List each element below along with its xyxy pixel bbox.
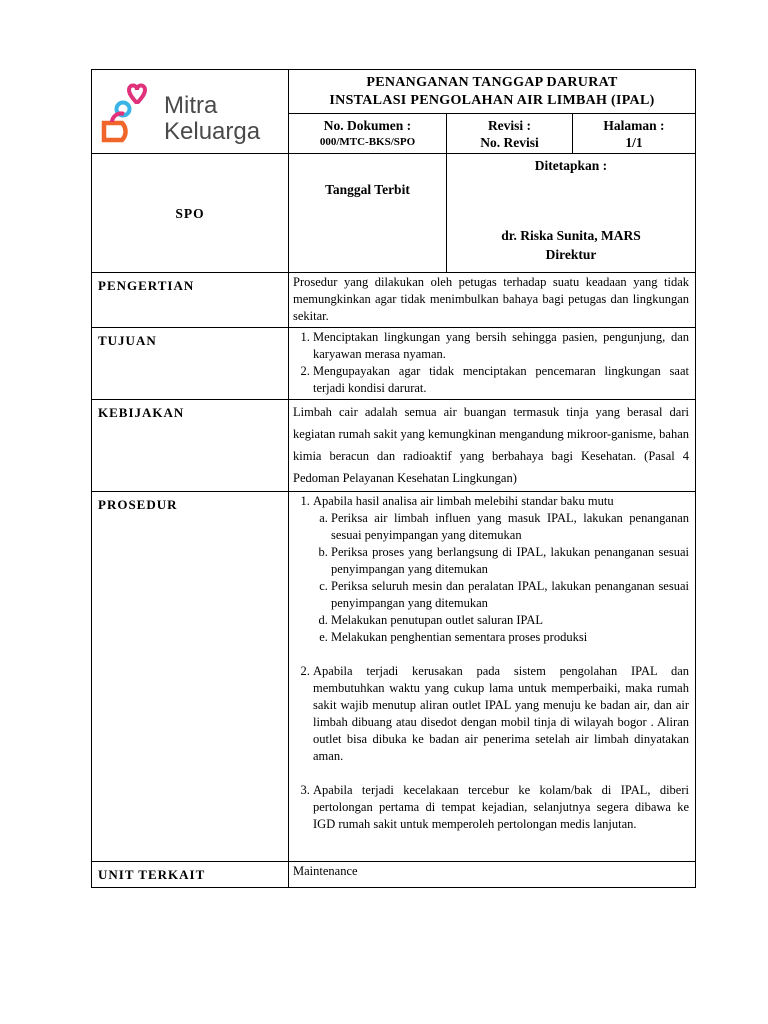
tujuan-content [289, 328, 696, 400]
approved-by-label: Ditetapkan : [534, 158, 608, 173]
list-item: c. Periksa seluruh mesin dan peralatan IPAL, lakukan penanganan sesuai penyimpangan yang ditemukan [331, 578, 689, 612]
revision-value: No. Revisi [480, 135, 539, 150]
pengertian-label: PENGERTIAN [92, 273, 289, 328]
document-title [289, 70, 696, 114]
tujuan-label: TUJUAN [92, 328, 289, 400]
list-item [313, 663, 689, 782]
list-item: a. Periksa air limbah influen yang masuk IPAL, lakukan penanganan sesuai penyimpangan yang ditemukan [331, 510, 689, 544]
list-item: b. Periksa proses yang berlangsung di IPAL, lakukan penanganan sesuai penyimpangan yang ditemukan [331, 544, 689, 578]
prosedur-item-1: Apabila hasil analisa air limbah melebihi standar baku mutu [313, 494, 614, 508]
prosedur-item-3: Apabila terjadi kecelakaan tercebur ke kolam/bak di IPAL, diberi pertolongan pertama di tempat kejadian, selanjutnya segera dibawa ke IGD rumah sakit untuk memperoleh pertolongan medis lanjutan. [313, 783, 689, 831]
revision-label: Revisi : [487, 118, 532, 133]
prosedur-label: PROSEDUR [92, 492, 289, 862]
list-item [313, 493, 689, 663]
kebijakan-label: KEBIJAKAN [92, 400, 289, 492]
issue-date-label: Tanggal Terbit [325, 182, 410, 197]
issue-date-cell [289, 154, 447, 273]
prosedur-sublist [313, 510, 689, 646]
title-line1: PENANGANAN TANGGAP DARURAT [366, 75, 618, 90]
signatory-title: Direktur [545, 247, 597, 262]
spo-table [91, 69, 696, 888]
list-item [313, 782, 689, 833]
logo-text-line2: Keluarga [164, 117, 261, 145]
spo-document [91, 69, 695, 888]
pengertian-text: Prosedur yang dilakukan oleh petugas terhadap suatu keadaan yang tidak memungkinkan agar tidak menimbulkan bahaya bagi petugas dan lingkungan sekitar. [289, 273, 696, 328]
unit-terkait-text: Maintenance [289, 862, 696, 888]
approval-cell [447, 154, 696, 273]
page-label: Halaman : [603, 118, 665, 133]
logo-cell [92, 70, 289, 154]
mitra-keluarga-logo [92, 76, 288, 148]
doc-number-cell [289, 114, 447, 154]
page-value: 1/1 [625, 135, 643, 150]
tujuan-list [293, 329, 689, 397]
prosedur-content [289, 492, 696, 862]
prosedur-list [293, 493, 689, 833]
spo-cell [92, 154, 289, 273]
unit-terkait-label: UNIT TERKAIT [92, 862, 289, 888]
list-item: 1. Menciptakan lingkungan yang bersih sehingga pasien, pengunjung, dan karyawan merasa nyaman. [313, 329, 689, 363]
logo-text-line1: Mitra [164, 91, 218, 119]
doc-number-value: 000/MTC-BKS/SPO [319, 136, 416, 148]
doc-number-label: No. Dokumen : [323, 118, 412, 133]
title-line2: INSTALASI PENGOLAHAN AIR LIMBAH (IPAL) [329, 93, 655, 108]
page-cell [573, 114, 696, 154]
list-item: e. Melakukan penghentian sementara proses produksi [331, 629, 689, 646]
list-item: 2. Mengupayakan agar tidak menciptakan pencemaran lingkungan saat terjadi kondisi darurat. [313, 363, 689, 397]
kebijakan-text: Limbah cair adalah semua air buangan termasuk tinja yang berasal dari kegiatan rumah sakit yang kemungkinan mengandung mikroor-ganisme, bahan kimia beracun dan radioaktif yang berbahaya bagi Kesehatan. (Pasal 4 Pedoman Pelayanan Kesehatan Lingkungan) [289, 400, 696, 492]
prosedur-item-2: Apabila terjadi kerusakan pada sistem pengolahan IPAL dan membutuhkan waktu yang cukup lama untuk memperbaiki, maka rumah sakit wajib menutup aliran outlet IPAL yang menuju ke badan air, dan air limbah dibuang atau disedot dengan mobil tinja di wilayah bogor . Aliran outlet bisa dibuka ke badan air penerima setelah air limbah dinyatakan aman. [313, 664, 689, 763]
revision-cell [447, 114, 573, 154]
signatory-name: dr. Riska Sunita, MARS [501, 228, 641, 243]
spo-label: SPO [175, 205, 205, 221]
list-item: d. Melakukan penutupan outlet saluran IPAL [331, 612, 689, 629]
